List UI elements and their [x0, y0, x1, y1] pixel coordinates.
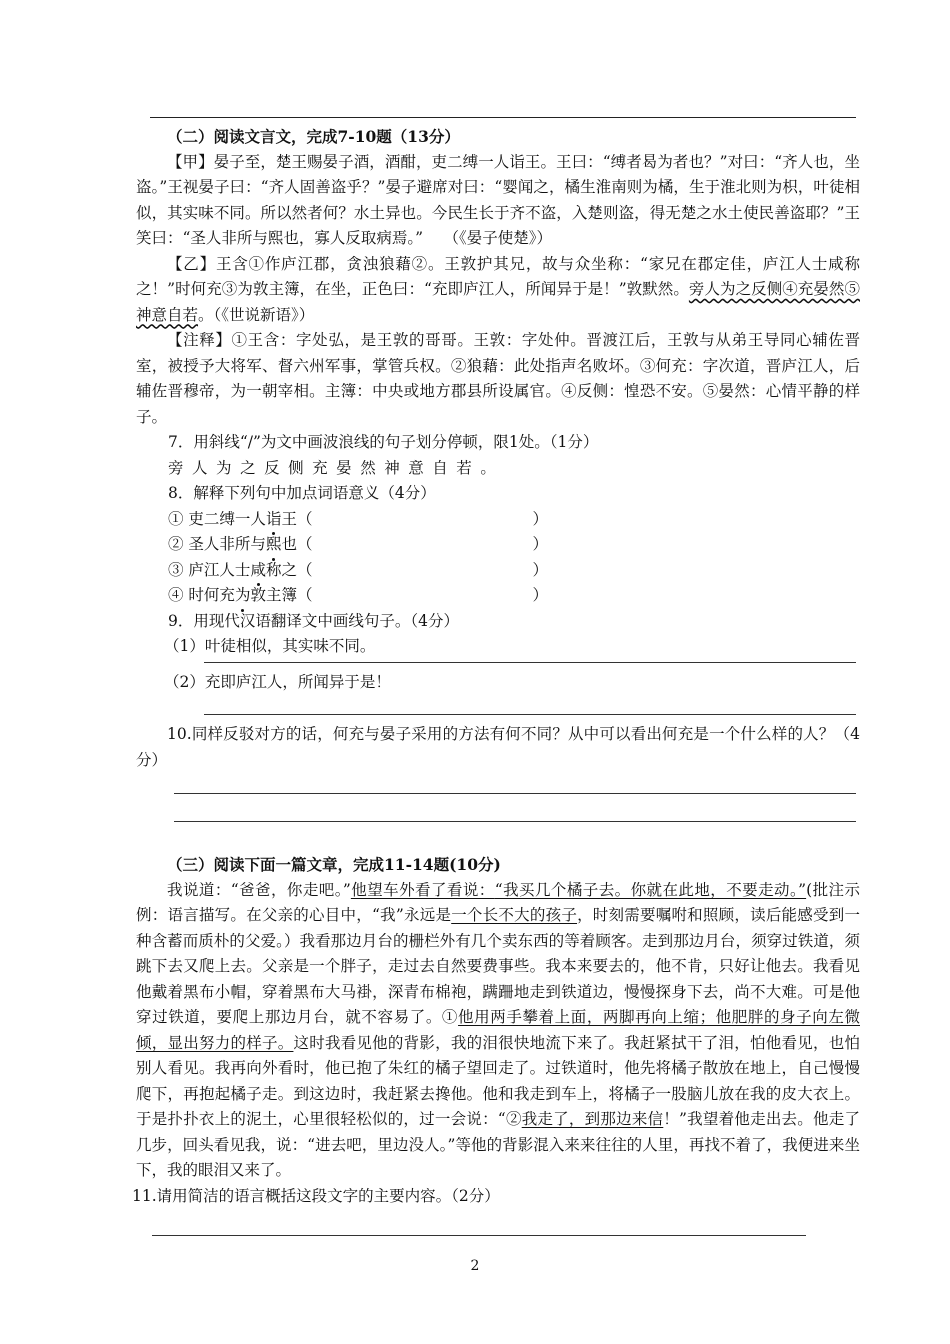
annotations-text: ①王含：字处弘，是王敦的哥哥。王敦：字处仲。晋渡江后，王敦与从弟王导同心辅佐晋室，被授予大将军、督六州军事，掌管兵权。②狼藉：此处指声名败坏。③何充：字次道，晋庐江人，后辅佐晋穆帝，为一朝宰相。主簿：中央或地方郡县所设属官。④反侧：惶恐不安。⑤晏然：心情平静的样子。 — [136, 331, 860, 426]
q8-item[interactable] — [168, 583, 860, 609]
q9-answer-line-1[interactable] — [204, 662, 856, 663]
q9-sentence-1: （1）叶徒相似，其实味不同。 — [164, 637, 376, 655]
q8-item-text: 敦主簿（ — [250, 586, 313, 604]
q7-sentence[interactable]: 旁人为之反侧充晏然神意自若。 — [168, 458, 505, 477]
passage-yi-text: 王含①作庐江郡，贪浊狼藉②。王敦护其兄，故与众坐称：“家兄在郡定佳，庐江人士咸称之！”时何充③为敦主簿，在坐，正色曰：“充即庐江人，所闻异于是！”敦默然。 — [136, 254, 860, 298]
q8-dotted-word: 咸 — [250, 558, 266, 584]
passage-yi — [136, 252, 860, 329]
passage-text: (批注示例：语言描写。在父亲的心目中，“我”永远是 — [136, 880, 860, 924]
q8-item[interactable] — [168, 532, 860, 558]
answer-blank[interactable] — [312, 583, 532, 609]
wavy-sentence: 旁人为之反侧④充晏然⑤神意自若 — [136, 280, 860, 324]
underlined-text: 他望车外看了看说： — [350, 880, 495, 899]
passage-text: 这时我看见他的背影，我的泪很快地流下来了。我赶紧拭干了泪，怕他看见，也怕别人看见。我再向外看时，他已抱了朱红的橘子望回走了。过铁道时，他先将橘子散放在地上，自己慢慢爬下，再抱起橘子走。到这边时，我赶紧去搀他。他和我走到车上，将橘子一股脑儿放在我的皮大衣上。于是扑扑衣上的泥土，心里很轻松似的，过一会说：“② — [136, 1033, 860, 1128]
q8-item-text: ① 吏二缚一人 — [168, 509, 266, 528]
q8-item-text: 也（ — [281, 535, 313, 553]
q9-sentence-2: （2）充即庐江人，所闻异于是！ — [164, 673, 391, 691]
q8-dotted-word: 诣 — [266, 507, 282, 533]
q10-answer-line-1[interactable] — [174, 793, 856, 794]
q8-prompt: 8．解释下列句中加点词语意义（4分） — [168, 484, 436, 502]
passage-jia-tag: 【甲】 — [167, 152, 214, 171]
q11-answer-line[interactable] — [152, 1235, 806, 1236]
underlined-text: 一个长不大的孩子 — [451, 906, 578, 924]
passage-jia-text: 晏子至，楚王赐晏子酒，酒酣，吏二缚一人诣王。王曰：“缚者曷为者也？”对曰：“齐人也，坐盗。”王视晏子曰：“齐人固善盗乎？”晏子避席对曰：“婴闻之，橘生淮南则为橘，生于淮北则为枳，叶徒相似，其实味不同。所以然者何？水土异也。今民生长于齐不盗，入楚则盗，得无楚之水土使民善盗耶？”王笑曰：“圣人非所与熙也，寡人反取病焉。” — [136, 152, 860, 247]
q7-prompt: 7．用斜线“/”为文中画波浪线的句子划分停顿，限1处。（1分） — [168, 433, 599, 451]
q8-close: ） — [532, 509, 548, 528]
article-passage — [136, 878, 860, 1184]
q10-answer-line-2[interactable] — [174, 821, 856, 822]
underlined-sentence-2: 我走了，到那边来信 — [521, 1110, 664, 1128]
q8-close: ） — [532, 586, 548, 604]
q8-item[interactable] — [168, 558, 860, 584]
passage-text: 我说道：“爸爸，你走吧。” — [167, 880, 351, 899]
passage-jia — [136, 150, 860, 252]
q8-close: ） — [532, 535, 548, 553]
passage-jia-source: （《晏子使楚》） — [443, 229, 553, 247]
passage-text: ！”我望着他走出去。他走了几步，回头看见我，说：“进去吧，里边没人。”等他的背影混入来来往往的人里，再找不着了，我便进来坐下，我的眼泪又来了。 — [136, 1110, 860, 1179]
q8-item-text: 王（ — [281, 509, 313, 528]
q9-prompt: 9．用现代汉语翻译文中画线句子。（4分） — [168, 611, 459, 630]
q8-item-text: 称之（ — [265, 560, 313, 579]
section-3-heading: （三）阅读下面一篇文章，完成11-14题(10分) — [167, 855, 501, 874]
q8-item-text: ② 圣人非所与 — [168, 535, 266, 553]
passage-yi-tag: 【乙】 — [167, 254, 216, 273]
q10-prompt: 10.同样反驳对方的话，何充与晏子采用的方法有何不同？从中可以看出何充是一个什么样的人？（4分） — [136, 725, 860, 769]
q8-dotted-word: 为 — [235, 583, 251, 609]
top-rule — [150, 117, 856, 118]
answer-blank[interactable] — [312, 507, 532, 533]
q8-item[interactable] — [168, 507, 860, 533]
q8-close: ） — [532, 560, 548, 579]
underlined-sentence-1: 他用两手攀着上面，两脚再向上缩；他肥胖的身子向左微倾，显出努力的样子。 — [136, 1008, 860, 1052]
section-3 — [132, 852, 860, 1209]
q9-part-2 — [136, 670, 860, 696]
passage-yi-source: 。（《世说新语》） — [198, 305, 315, 324]
section-2 — [136, 124, 860, 660]
q8-dotted-word: 熙 — [266, 532, 282, 558]
section-2-heading: （二）阅读文言文，完成7-10题（13分） — [167, 127, 460, 146]
underlined-text: “我买几个橘子去。你就在此地，不要走动。” — [494, 880, 807, 899]
answer-blank[interactable] — [312, 558, 532, 584]
q8-item-text: ③ 庐江人士 — [168, 560, 251, 579]
q10 — [136, 722, 860, 773]
q8-items — [136, 507, 860, 609]
passage-text: ，时刻需要嘱咐和照顾，读后能感受到一种含蓄而质朴的父爱。）我看那边月台的栅栏外有几个卖东西的等着顾客。走到那边月台，须穿过铁道，须跳下去又爬上去。父亲是一个胖子，走过去自然要费事些。我本来要去的，他不肯，只好让他去。我看见他戴着黑布小帽，穿着黑布大马褂，深青布棉袍，蹒跚地走到铁道边，慢慢探身下去，尚不大难。可是他穿过铁道，要爬上那边月台，就不容易了。① — [136, 906, 860, 1026]
q8-item-text: ④ 时何充 — [168, 586, 235, 604]
annotations-tag: 【注释】 — [167, 331, 232, 349]
q9-answer-line-2[interactable] — [204, 714, 856, 715]
page-number: 2 — [470, 1258, 480, 1274]
answer-blank[interactable] — [312, 532, 532, 558]
q11-prompt: 11.请用简洁的语言概括这段文字的主要内容。（2分） — [132, 1186, 500, 1205]
annotations — [136, 328, 860, 430]
